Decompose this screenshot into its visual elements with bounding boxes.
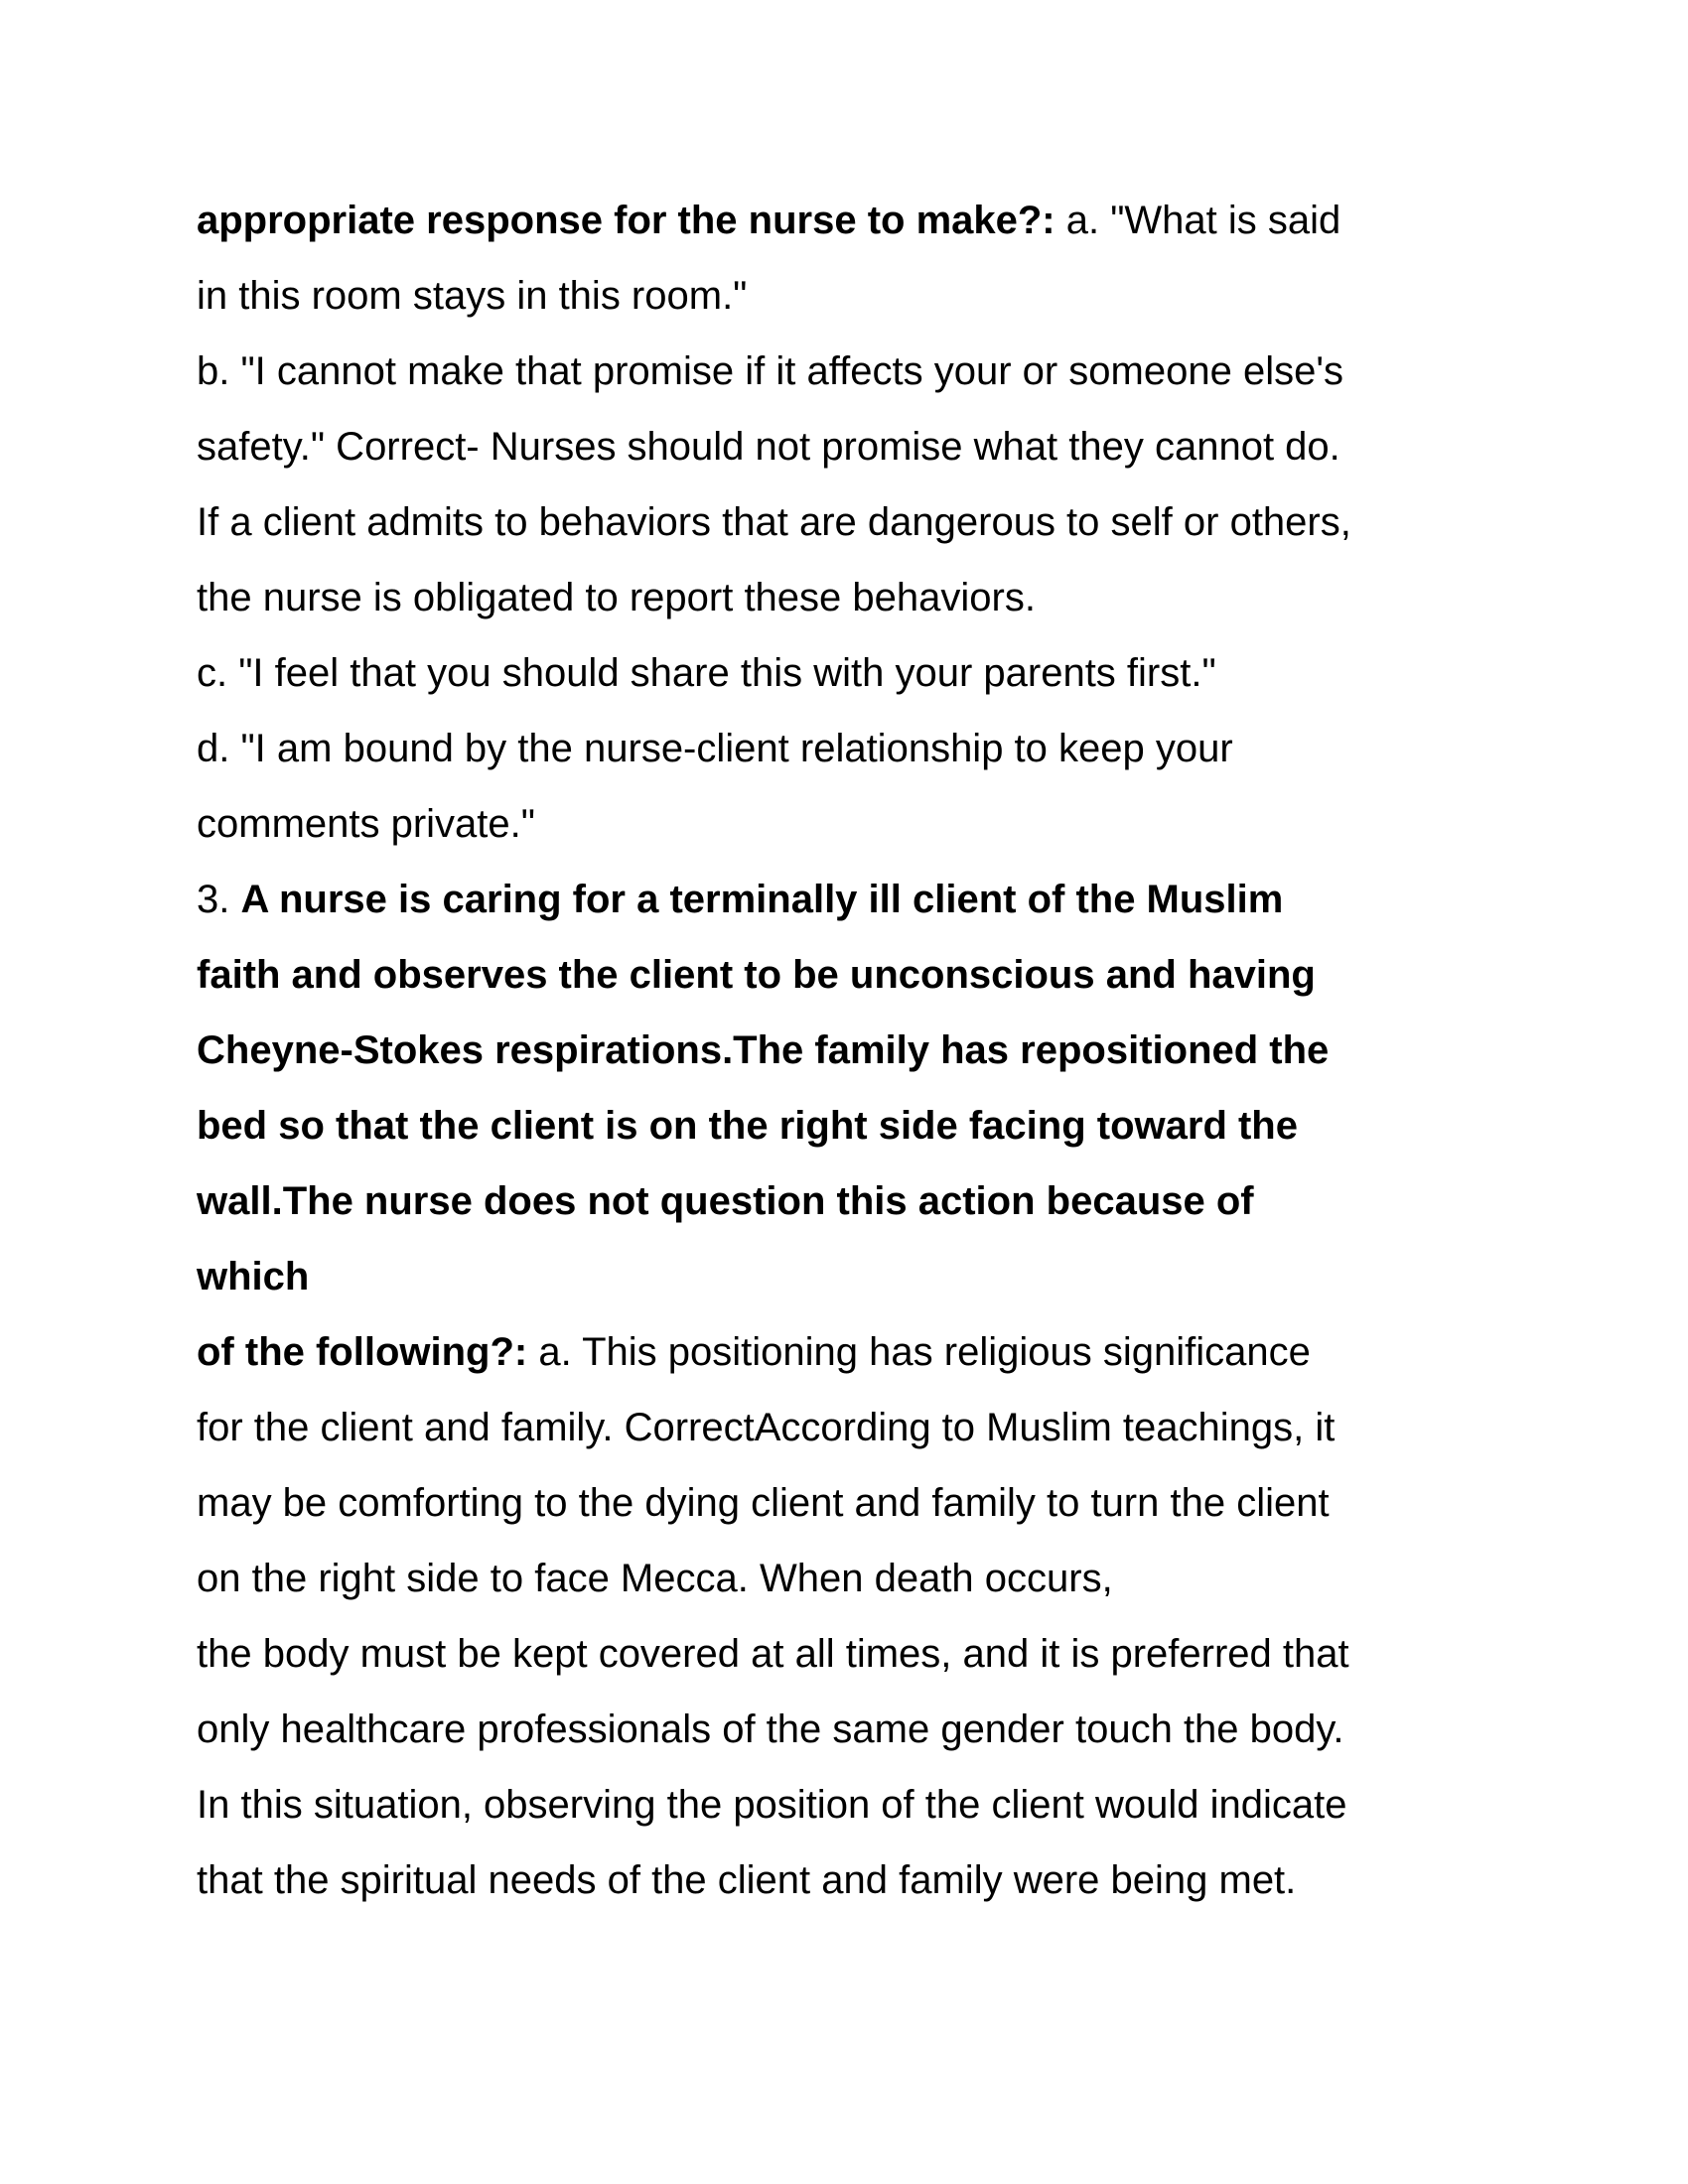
text-line — [197, 635, 1507, 711]
text-line — [197, 1767, 1507, 1843]
bold-question-text: wall.The nurse does not question this action because of — [197, 1179, 1254, 1223]
text-line — [197, 334, 1507, 409]
text-line — [197, 1088, 1507, 1163]
text-line — [197, 1163, 1507, 1239]
text-line — [197, 409, 1507, 484]
text-line — [197, 711, 1507, 786]
body-text: the nurse is obligated to report these behaviors. — [197, 576, 1036, 619]
text-line — [197, 258, 1507, 334]
body-text: In this situation, observing the position of the client would indicate — [197, 1783, 1347, 1827]
body-text: c. "I feel that you should share this with your parents first." — [197, 651, 1216, 695]
bold-question-text: which — [197, 1255, 310, 1298]
bold-question-text: bed so that the client is on the right side facing toward the — [197, 1104, 1298, 1148]
text-line — [197, 862, 1507, 937]
text-line — [197, 937, 1507, 1013]
text-line — [197, 1390, 1507, 1465]
text-line — [197, 1692, 1507, 1767]
bold-question-text: appropriate response for the nurse to make?: — [197, 199, 1055, 242]
text-line — [197, 1314, 1507, 1390]
text-line — [197, 1465, 1507, 1541]
body-text: on the right side to face Mecca. When death occurs, — [197, 1557, 1113, 1600]
body-text: that the spiritual needs of the client and family were being met. — [197, 1858, 1297, 1902]
body-text: may be comforting to the dying client and family to turn the client — [197, 1481, 1330, 1525]
text-line — [197, 183, 1507, 258]
question-number: 3. — [197, 878, 241, 921]
text-line — [197, 560, 1507, 635]
text-line — [197, 786, 1507, 862]
text-line — [197, 1013, 1507, 1088]
body-text: in this room stays in this room." — [197, 274, 748, 318]
body-text: for the client and family. CorrectAccording to Muslim teachings, it — [197, 1406, 1336, 1449]
text-line — [197, 1616, 1507, 1692]
body-text: comments private." — [197, 802, 535, 846]
text-line — [197, 1843, 1507, 1918]
body-text: only healthcare professionals of the same gender touch the body. — [197, 1707, 1344, 1751]
text-line — [197, 1541, 1507, 1616]
bold-question-text: faith and observes the client to be unconscious and having — [197, 953, 1316, 997]
body-text: a. "What is said — [1055, 199, 1341, 242]
body-text: d. "I am bound by the nurse-client relationship to keep your — [197, 727, 1233, 770]
body-text: a. This positioning has religious significance — [527, 1330, 1311, 1374]
body-text: the body must be kept covered at all times, and it is preferred that — [197, 1632, 1349, 1676]
text-line — [197, 1239, 1507, 1314]
document-page — [197, 183, 1507, 1918]
text-line — [197, 484, 1507, 560]
body-text: b. "I cannot make that promise if it affects your or someone else's — [197, 349, 1343, 393]
bold-question-text: A nurse is caring for a terminally ill client of the Muslim — [240, 878, 1284, 921]
body-text: If a client admits to behaviors that are dangerous to self or others, — [197, 500, 1351, 544]
bold-question-text: of the following?: — [197, 1330, 528, 1374]
body-text: safety." Correct- Nurses should not promise what they cannot do. — [197, 425, 1340, 469]
bold-question-text: Cheyne-Stokes respirations.The family has repositioned the — [197, 1028, 1330, 1072]
